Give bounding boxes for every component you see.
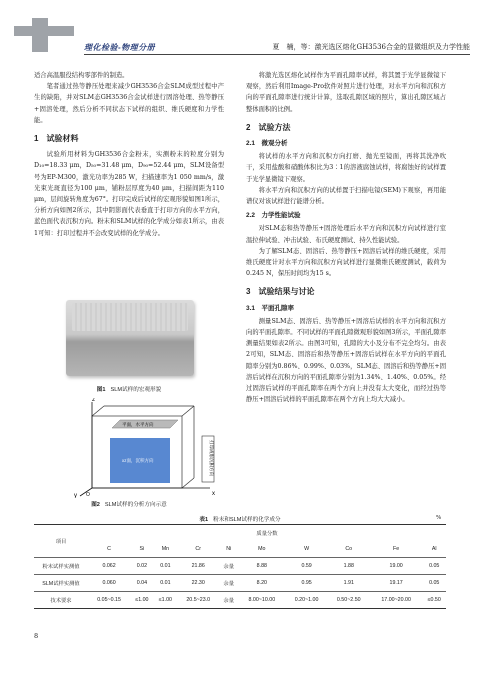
table-cell: 0.05 [422,558,446,575]
paragraph: 笔者通过热等静压处理来减少GH3536合金SLM成型过程中产生的缺陷，并对SLM态GH3536合金试样进行固溶处理、热等静压+固溶处理，然后分析不同状态下试样的组织、维氏硬度和力学性能。 [34,83,224,124]
table-cell: 0.060 [88,575,130,592]
table-cell: 1.88 [328,558,370,575]
table-cell: ≤0.50 [427,597,441,603]
table-cell: 8.00~10.00 [248,597,276,603]
table-cell: 0.02 [130,558,153,575]
table-row [34,575,446,592]
header-rule [84,54,470,55]
figure1-caption: 图1 SLM试样的宏观形貌 [96,387,162,393]
table-cell: 余量 [219,575,238,592]
element-header: W [286,541,328,558]
table-cell: 1.91 [328,575,370,592]
table-cell: 0.59 [286,558,328,575]
deposition-plane-label: xz面，沉积方向 [122,458,154,463]
element-header: Mn [154,541,177,558]
side-label: 打印成形沉积方向 [209,440,214,476]
paragraph: 试验所用材料为GH3536合金粉末，实测粉末的粒度分别为D₁₀=18.33 μm，D₅₀=31.48 μm，D₉₀=52.44 μm，SLM设备型号为EP-M300，激光功率为285 W，扫描速率为1 050 mm/s，激光束光斑直径为100 μm，铺粉层厚度为40 μm，扫描间距为110 μm，层间旋转角度为67°。打印完成后试样的宏观形貌如图1所示，分析方向如图2所示，其中阴影面代表垂直于打印方向的水平方向，蓝色面代表沉积方向。粉末和SLM试样的化学成分如表1所示，由表1可知：打印过程并不会改变试样的化学成分。 [34,151,224,237]
paragraph: 为了解SLM态、固溶后、热等静压+固溶后试样的维氏硬度，采用维氏硬度计对水平方向和沉积方向试样进行显微维氏硬度测试，载荷为0.245 N，保压时间均为15 s。 [246,247,446,278]
axis-x-label: x [212,491,215,497]
section-heading: 2 试验方法 [246,122,291,132]
table-cell: 0.95 [286,575,328,592]
table-cell: 19.17 [370,575,423,592]
element-header: Si [130,541,153,558]
row-label: SLM试样实测值 [34,575,88,592]
table-cell: 余量 [223,598,234,604]
horizontal-plane-label: 平面，水平方向 [122,422,154,427]
left-column [34,70,224,239]
table-cell: 20.5~23.0 [186,597,211,603]
table-row [34,558,446,575]
table-cell: 0.062 [88,558,130,575]
table-cell: 17.00~20.00 [381,597,411,603]
table-cell: ≤1.00 [135,597,149,603]
right-column [246,70,446,405]
table-cell: 19.00 [370,558,423,575]
page-number: 8 [34,632,39,640]
running-title: 夏 楠，等：激光选区熔化GH3536合金的显微组织及力学性能 [272,43,470,51]
analysis-direction-diagram [70,398,220,498]
paragraph: 适合高温服役结构零部件的制造。 [34,72,129,79]
journal-logo [14,18,74,54]
subsection-heading: 2.1 微观分析 [246,140,288,148]
table1-unit: % [436,515,442,521]
table-cell: 8.88 [238,558,285,575]
paragraph: 将激光选区熔化试样作为平面孔隙率试样，将其置于光学显微镜下观察，然后利用Image-Pro软件对照片进行处理，对水平方向和沉积方向的平面孔隙率进行统计计算，选取孔隙区域的照片，算出孔隙区域占整体面积的比例。 [246,72,446,113]
table-cell: 21.86 [177,558,219,575]
table-cell: 0.01 [154,575,177,592]
table-cell: 0.04 [130,575,153,592]
row-label: 技术要求 [50,598,72,604]
subsection-heading: 3.1 平面孔隙率 [246,304,295,312]
axis-y-label: y [74,493,77,498]
element-header: Fe [370,541,423,558]
paragraph: 对SLM态和热等静压+固溶处理后水平方向和沉积方向试样进行室温拉伸试验、冲击试验、布氏硬度测试、持久性能试验。 [246,225,446,244]
table1-caption: 表1 粉末和SLM试样的化学成分 [199,517,281,523]
specimen-photo [66,300,194,376]
table-cell: 0.05 [422,575,446,592]
section-heading: 3 试验结果与讨论 [246,287,315,297]
element-header: Al [422,541,446,558]
table-cell: 0.05~0.15 [97,597,121,603]
col-project: 项目 [34,525,88,558]
section-heading: 1 试验材料 [34,134,79,144]
table-cell: ≤1.00 [158,597,172,603]
table-cell: 0.20~1.00 [294,597,319,603]
element-header: Cr [177,541,219,558]
table-cell: 0.50~2.50 [336,597,361,603]
element-header: Mo [238,541,285,558]
axis-z-label: z [92,398,95,403]
element-header: Co [328,541,370,558]
paragraph: 将试样的水平方向和沉积方向打磨、抛光至镜面，再将其洗净吹干，采用盐酸和硝酸体积比为3∶1的溶液腐蚀试样，将腐蚀好的试样置于光学显微镜下观察。 [246,153,446,183]
col-group: 质量分数 [256,531,278,537]
table-cell: 8.20 [238,575,285,592]
paragraph: 测量SLM态、固溶后、热等静压+固溶后试样的水平方向和沉积方向的平面孔隙率。不同试样的平面孔隙微观形貌如图3所示，平面孔隙率测量结果如表2所示。由图3可知，孔隙的大小及分布不完全均匀。由表2可知，SLM态、固溶后和热等静压+固溶后试样在水平方向的平面孔隙率分别为0.86%、0.99%、0.03%，SLM态、固溶后和热等静压+固溶后试样在沉积方向的平面孔隙率分别为1.34%、1.40%、0.05%。经过固溶后试样的平面孔隙率在两个方向上并没有太大变化，而经过热等静压+固溶后试样的平面孔隙率在两个方向上均大大减小。 [246,317,446,404]
journal-name: 理化检验-物理分册 [84,43,156,52]
element-header: Ni [219,541,238,558]
table-cell: 余量 [219,558,238,575]
element-header-row [34,541,446,558]
table-cell: 22.30 [177,575,219,592]
table-row [34,592,446,609]
subsection-heading: 2.2 力学性能试验 [246,212,301,220]
composition-table [34,524,446,609]
row-label: 粉末试样实测值 [34,558,88,575]
element-header: C [88,541,130,558]
paragraph: 将水平方向和沉积方向的试样置于扫描电镜(SEM)下观察，再用能谱仪对该试样进行能谱分析。 [246,186,446,206]
table-cell: 0.01 [154,558,177,575]
origin-label: O [86,492,90,498]
figure2-caption: 图2 SLM试样的分析方向示意 [91,502,167,508]
